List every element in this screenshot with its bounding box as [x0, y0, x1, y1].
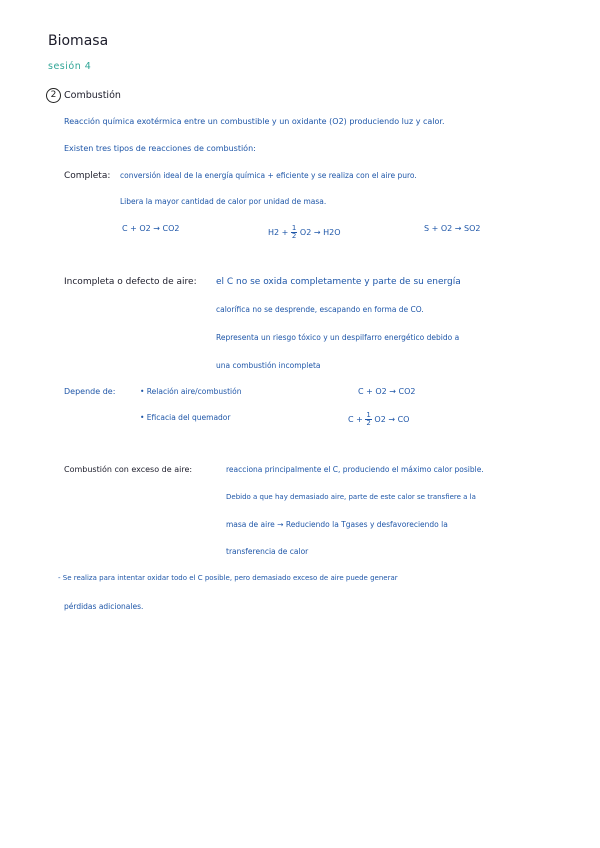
eq-h2-right: O2 → H2O [299, 228, 341, 237]
session-label: sesión 4 [48, 61, 92, 72]
note-line-1: - Se realiza para intentar oxidar todo el C posible, pero demasiado exceso de aire puede generar [58, 574, 398, 582]
section-number-badge: 2 [46, 88, 61, 103]
complete-eq-carbon: C + O2 → CO2 [122, 224, 180, 233]
excess-text-4: transferencia de calor [226, 547, 309, 556]
complete-eq-sulfur: S + O2 → SO2 [424, 224, 481, 233]
incomplete-eq-complete: C + O2 → CO2 [358, 387, 416, 396]
page-title: Biomasa [48, 33, 109, 49]
incomplete-label: Incompleta o defecto de aire: [64, 277, 197, 287]
complete-text-2: Libera la mayor cantidad de calor por unidad de masa. [120, 197, 327, 206]
incomplete-text-1: el C no se oxida completamente y parte de su energía [216, 277, 461, 287]
complete-label: Completa: [64, 171, 111, 181]
excess-text-2: Debido a que hay demasiado aire, parte de este calor se transfiere a la [226, 493, 476, 501]
factor-burner-efficiency: • Eficacia del quemador [140, 413, 231, 422]
intro-types: Existen tres tipos de reacciones de combustión: [64, 144, 256, 153]
eq-h2-numerator: 1 [291, 224, 297, 232]
eq-co-denominator: 2 [366, 419, 371, 427]
eq-h2-denominator: 2 [291, 232, 297, 240]
incomplete-text-4: una combustión incompleta [216, 361, 321, 370]
complete-text-1: conversión ideal de la energía química + eficiente y se realiza con el aire puro. [120, 171, 417, 180]
eq-co-numerator: 1 [366, 411, 371, 419]
complete-eq-hydrogen [268, 225, 341, 240]
eq-h2-fraction [291, 225, 297, 240]
eq-co-left: C + [348, 415, 363, 424]
intro-definition: Reacción química exotérmica entre un combustible y un oxidante (O2) produciendo luz y calor. [64, 117, 445, 126]
incomplete-text-3: Representa un riesgo tóxico y un despilfarro energético debido a [216, 333, 460, 342]
excess-text-3: masa de aire → Reduciendo la Tgases y desfavoreciendo la [226, 520, 448, 529]
incomplete-eq-co [348, 412, 409, 427]
note-line-2: pérdidas adicionales. [64, 602, 144, 611]
eq-co-right: O2 → CO [374, 415, 410, 424]
eq-h2-left: H2 + [268, 228, 289, 237]
eq-co-fraction [365, 412, 371, 427]
section-heading: Combustión [64, 90, 121, 101]
excess-text-1: reacciona principalmente el C, produciendo el máximo calor posible. [226, 465, 484, 474]
incomplete-text-2: calorífica no se desprende, escapando en forma de CO. [216, 305, 424, 314]
excess-label: Combustión con exceso de aire: [64, 465, 193, 474]
depends-label: Depende de: [64, 387, 116, 396]
factor-air-ratio: • Relación aire/combustión [140, 387, 242, 396]
